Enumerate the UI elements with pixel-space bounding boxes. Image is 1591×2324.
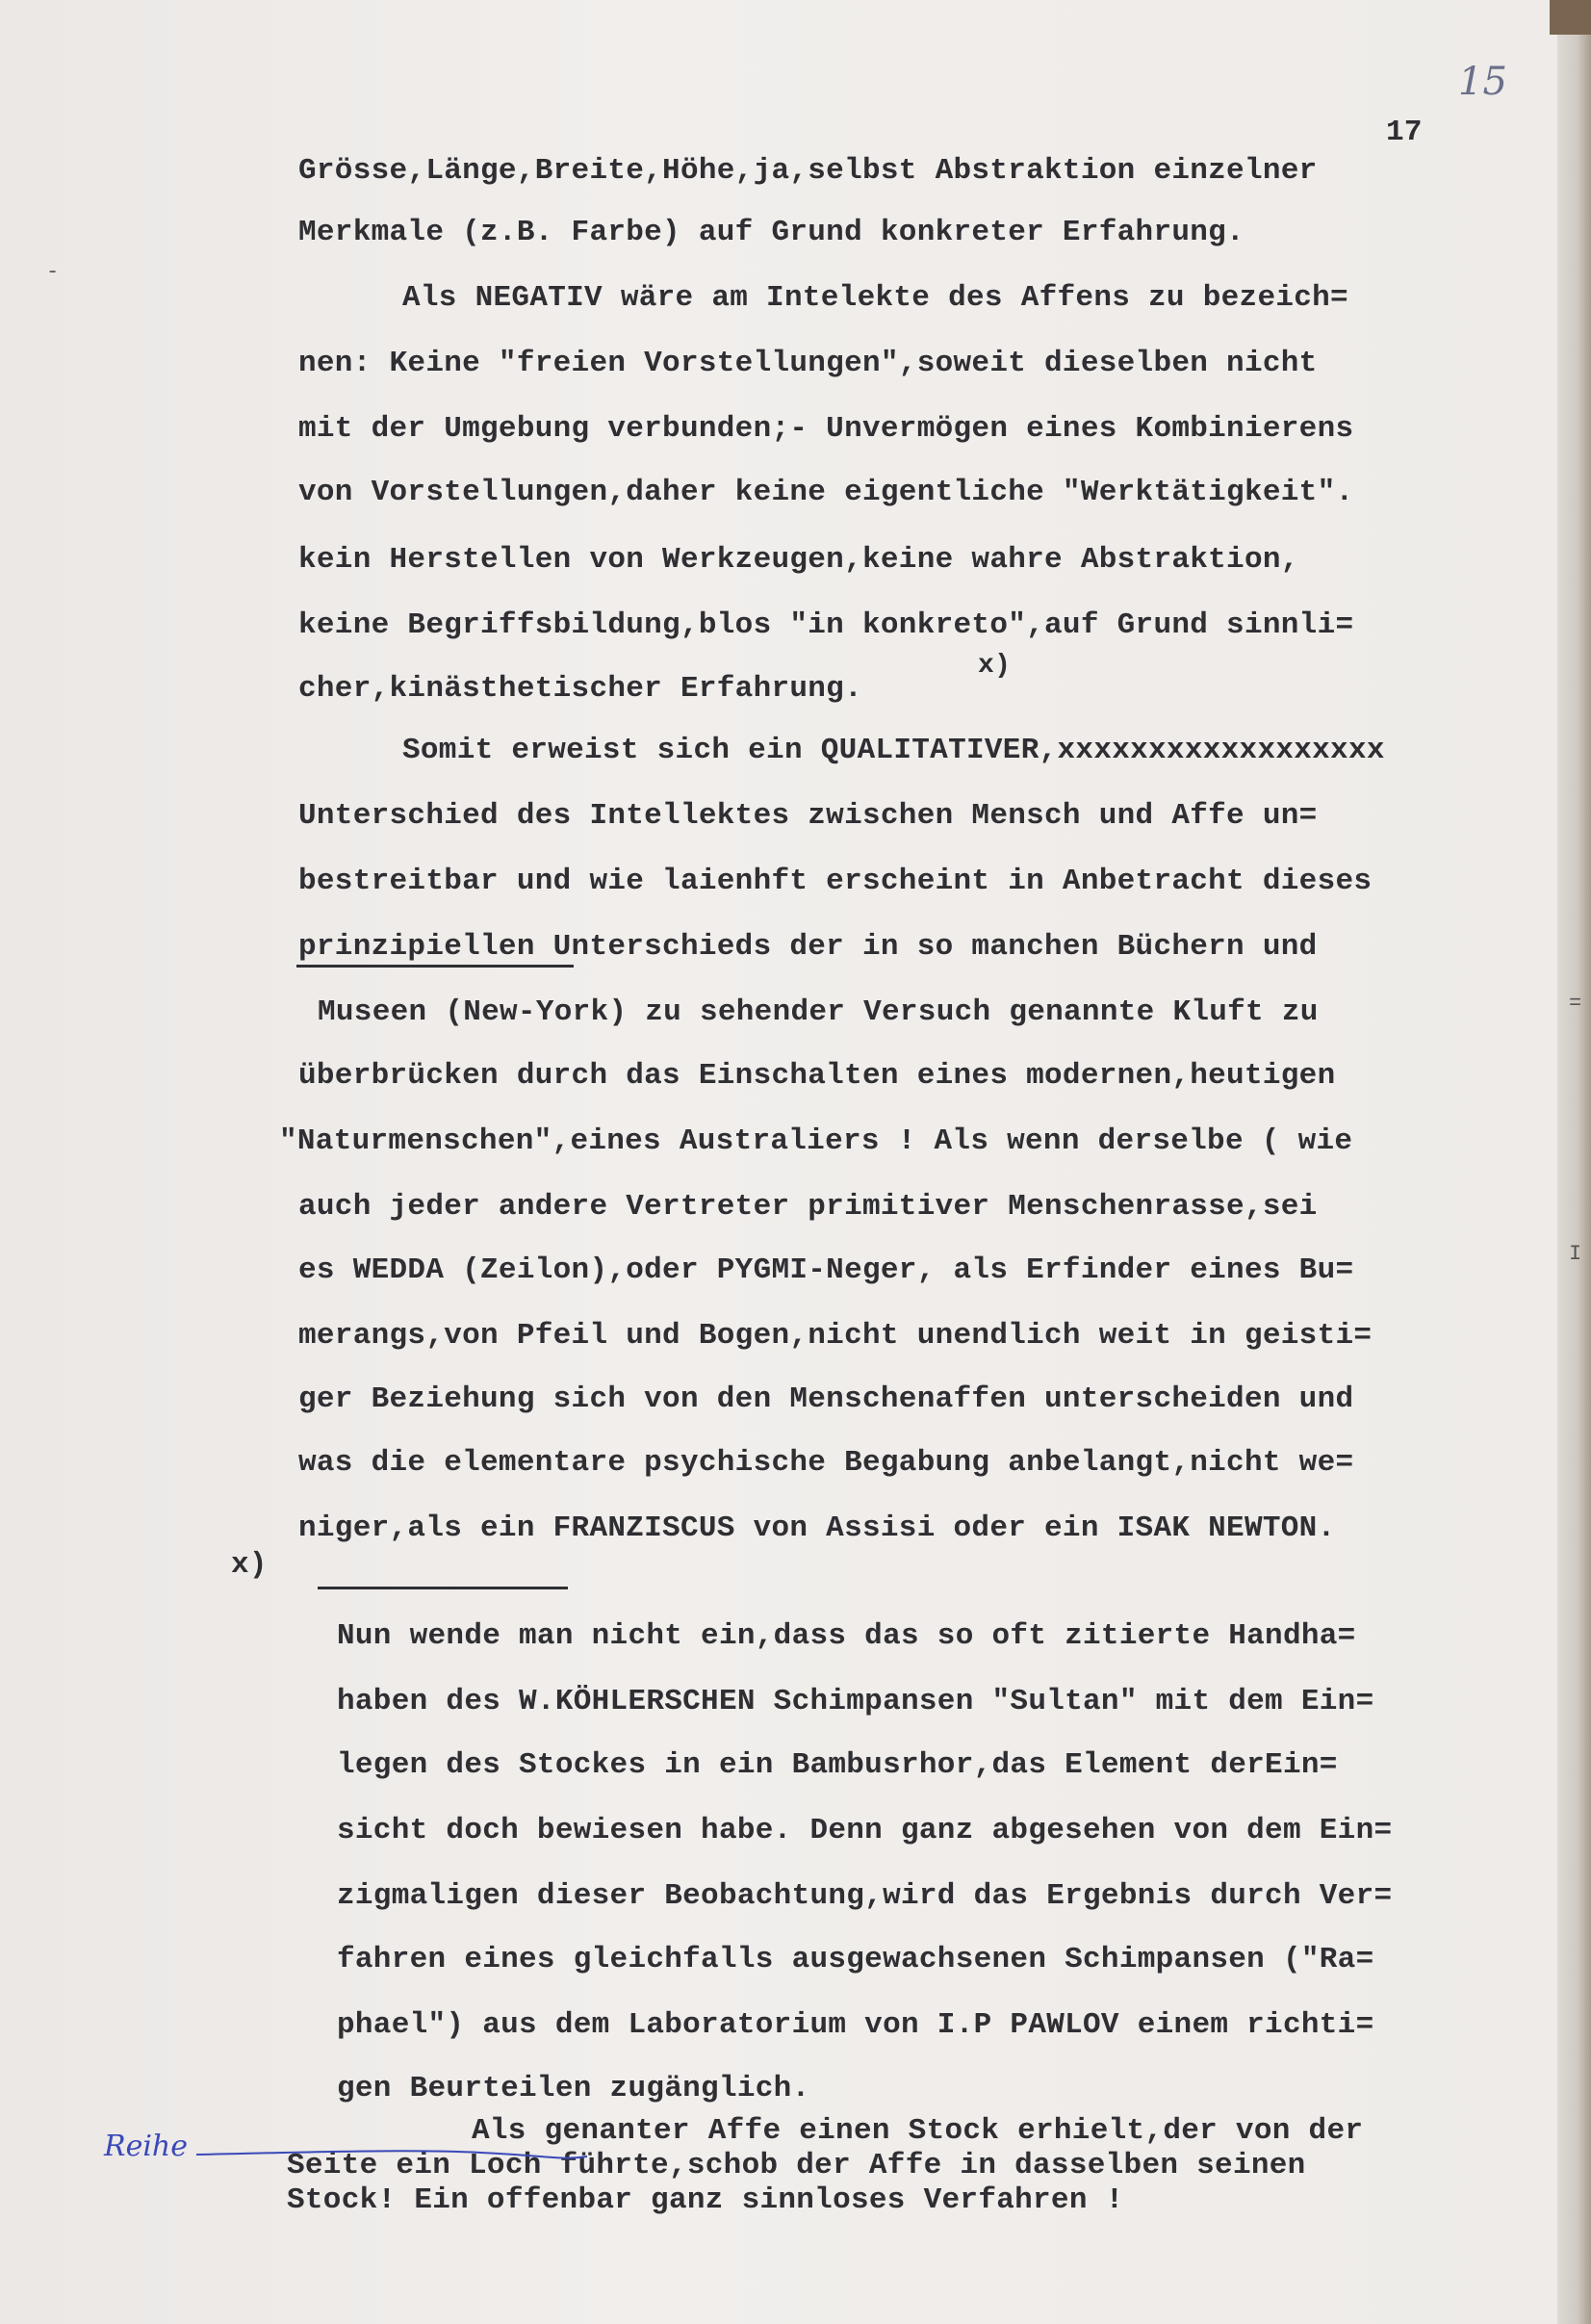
text-line: es WEDDA (Zeilon),oder PYGMI-Neger, als Erfinder eines Bu= bbox=[298, 1253, 1354, 1287]
typed-page-number: 17 bbox=[1386, 116, 1423, 149]
text-line: Somit erweist sich ein QUALITATIVER,xxxxxxxxxxxxxxxxxx bbox=[402, 734, 1385, 767]
page-corner bbox=[1550, 0, 1591, 35]
text-line: von Vorstellungen,daher keine eigentliche "Werktätigkeit". bbox=[298, 476, 1354, 509]
text-line: "Naturmenschen",eines Australiers ! Als wenn derselbe ( wie bbox=[279, 1124, 1353, 1158]
text-line: cher,kinästhetischer Erfahrung. bbox=[298, 672, 862, 706]
text-line: ger Beziehung sich von den Menschenaffen unterscheiden und bbox=[298, 1382, 1354, 1416]
text-line: auch jeder andere Vertreter primitiver Menschenrasse,sei bbox=[298, 1190, 1318, 1224]
text-line: prinzipiellen Unterschieds der in so manchen Büchern und bbox=[298, 930, 1318, 964]
text-line: Museen (New-York) zu sehender Versuch genannte Kluft zu bbox=[318, 995, 1319, 1029]
text-line: kein Herstellen von Werkzeugen,keine wahre Abstraktion, bbox=[298, 543, 1299, 577]
annotation-stroke bbox=[192, 2135, 597, 2174]
underline-prinzipiellen bbox=[296, 965, 574, 968]
footnote-line: Nun wende man nicht ein,dass das so oft zitierte Handha= bbox=[337, 1619, 1356, 1653]
text-line: Grösse,Länge,Breite,Höhe,ja,selbst Abstraktion einzelner bbox=[298, 154, 1318, 188]
text-line: keine Begriffsbildung,blos "in konkreto",auf Grund sinnli= bbox=[298, 608, 1354, 642]
footnote-line: phael") aus dem Laboratorium von I.P PAWLOV einem richti= bbox=[337, 2008, 1374, 2042]
page-edge bbox=[1557, 0, 1591, 2324]
margin-annotation: Reihe bbox=[104, 2130, 189, 2163]
margin-mark: = bbox=[1569, 992, 1582, 1016]
footnote-line: fahren eines gleichfalls ausgewachsenen Schimpansen ("Ra= bbox=[337, 1943, 1374, 1976]
text-line: niger,als ein FRANZISCUS von Assisi oder ein ISAK NEWTON. bbox=[298, 1511, 1336, 1545]
text-line: mit der Umgebung verbunden;- Unvermögen eines Kombinierens bbox=[298, 412, 1354, 446]
footnote-line: legen des Stockes in ein Bambusrhor,das Element derEin= bbox=[337, 1748, 1338, 1782]
footnote-line: sicht doch bewiesen habe. Denn ganz abgesehen von dem Ein= bbox=[337, 1814, 1393, 1847]
text-line: Als NEGATIV wäre am Intelekte des Affens zu bezeich= bbox=[402, 281, 1348, 315]
footnote-line: zigmaligen dieser Beobachtung,wird das Ergebnis durch Ver= bbox=[337, 1879, 1393, 1913]
margin-mark: I bbox=[1569, 1242, 1582, 1266]
handwritten-page-number: 15 bbox=[1458, 60, 1507, 104]
text-line: merangs,von Pfeil und Bogen,nicht unendlich weit in geisti= bbox=[298, 1319, 1373, 1353]
footnote-line: Seite ein Loch führte,schob der Affe in dasselben seinen bbox=[287, 2149, 1306, 2182]
text-line: nen: Keine "freien Vorstellungen",soweit dieselben nicht bbox=[298, 347, 1318, 380]
text-line: was die elementare psychische Begabung anbelangt,nicht we= bbox=[298, 1446, 1354, 1480]
footnote-line: Stock! Ein offenbar ganz sinnloses Verfahren ! bbox=[287, 2183, 1124, 2217]
footnote-line: gen Beurteilen zugänglich. bbox=[337, 2072, 810, 2105]
footnote-separator bbox=[318, 1587, 568, 1589]
text-line: bestreitbar und wie laienhft erscheint in Anbetracht dieses bbox=[298, 865, 1373, 898]
text-line: Unterschied des Intellektes zwischen Mensch und Affe un= bbox=[298, 799, 1318, 833]
text-line: überbrücken durch das Einschalten eines modernen,heutigen bbox=[298, 1059, 1336, 1093]
footnote-reference: x) bbox=[978, 651, 1012, 681]
footnote-line: Als genanter Affe einen Stock erhielt,der von der bbox=[472, 2114, 1364, 2148]
footnote-line: haben des W.KÖHLERSCHEN Schimpansen "Sultan" mit dem Ein= bbox=[337, 1685, 1374, 1718]
footnote-marker: x) bbox=[231, 1548, 268, 1582]
text-line: Merkmale (z.B. Farbe) auf Grund konkreter Erfahrung. bbox=[298, 216, 1245, 249]
margin-mark: - bbox=[46, 260, 60, 284]
